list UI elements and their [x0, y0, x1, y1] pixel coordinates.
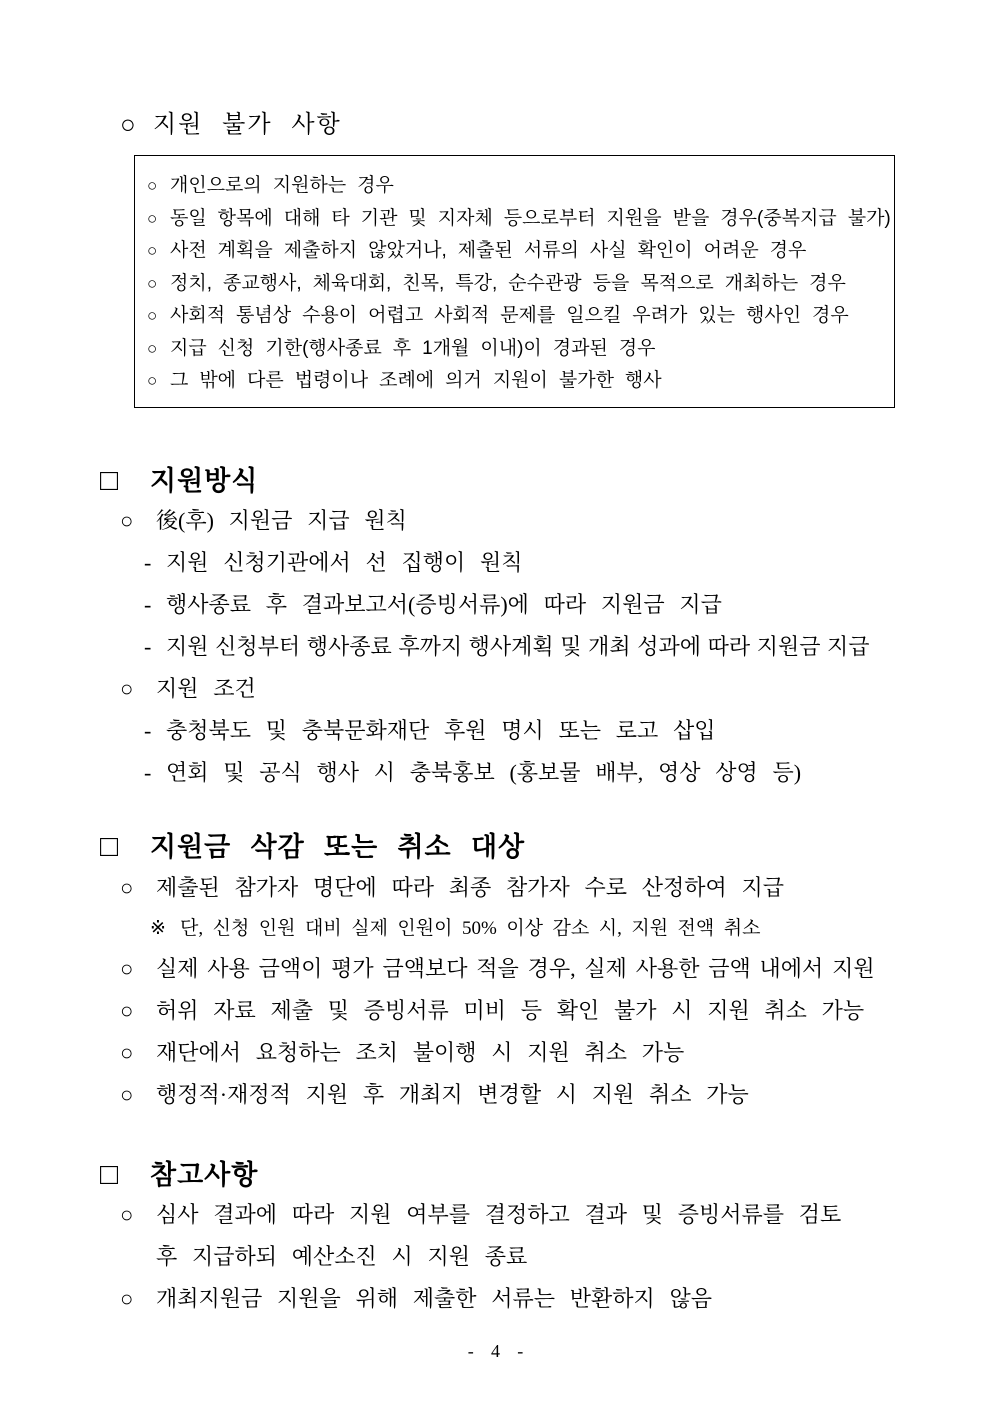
list-item-dash — [100, 759, 992, 785]
dash-bullet: - — [144, 717, 152, 743]
list-item-circle — [100, 1081, 992, 1107]
note-line-text: 단, 신청 인원 대비 실제 인원이 50% 이상 감소 시, 지원 전액 취소 — [180, 917, 761, 939]
circle-bullet: ○ — [147, 338, 158, 358]
list-item-text: 後(후) 지원금 지급 원칙 — [156, 507, 407, 533]
box-list-item — [147, 365, 886, 398]
list-item-text: 제출된 참가자 명단에 따라 최종 참가자 수로 산정하여 지급 — [156, 874, 784, 900]
list-item-text: 지원 신청부터 행사종료 후까지 행사계획 및 개최 성과에 따라 지원금 지급 — [166, 633, 870, 659]
box-list-item-text: 사전 계획을 제출하지 않았거나, 제출된 서류의 사실 확인이 어려운 경우 — [170, 240, 807, 261]
dash-bullet: - — [144, 591, 152, 617]
circle-bullet: ○ — [147, 371, 158, 390]
list-item-text: 지원 조건 — [156, 675, 256, 701]
section-support-method — [100, 464, 992, 784]
reference-mark: ※ — [150, 917, 166, 939]
circle-bullet: ○ — [120, 997, 134, 1023]
section-header-text: 참고사항 — [150, 1159, 259, 1190]
section-body — [100, 507, 992, 785]
circle-bullet: ○ — [120, 1081, 134, 1107]
page-number: - 4 - — [467, 1340, 525, 1361]
section-reference-notes — [100, 1158, 992, 1310]
box-list-item-text: 동일 항목에 대해 타 기관 및 지자체 등으로부터 지원을 받을 경우(중복지급 불가) — [170, 207, 891, 229]
unsupported-items-box — [134, 155, 895, 408]
section-header — [100, 830, 992, 864]
list-item-circle — [100, 675, 992, 701]
list-item-circle — [100, 1285, 992, 1311]
box-list-item — [147, 203, 891, 236]
circle-bullet: ○ — [147, 208, 158, 228]
circle-bullet: ○ — [120, 110, 136, 139]
box-list-item-text: 정치, 종교행사, 체육대회, 친목, 특강, 순수관광 등을 목적으로 개최하는 경우 — [170, 272, 846, 294]
section-body — [100, 874, 992, 1107]
section-header — [100, 464, 992, 498]
box-list-item-text: 그 밖에 다른 법령이나 조례에 의거 지원이 불가한 행사 — [170, 370, 662, 391]
list-item-dash — [100, 633, 992, 659]
circle-bullet: ○ — [147, 241, 158, 260]
box-list-item-text: 지급 신청 기한(행사종료 후 1개월 이내)이 경과된 경우 — [170, 337, 656, 359]
list-item-dash — [100, 549, 992, 575]
dash-bullet: - — [144, 759, 152, 785]
section-header — [100, 1158, 992, 1192]
circle-bullet: ○ — [120, 507, 134, 533]
list-item-circle — [100, 955, 992, 981]
list-item-text: 연회 및 공식 행사 시 충북홍보 (홍보물 배부, 영상 상영 등) — [166, 759, 802, 785]
section-reduction-cancellation — [100, 830, 992, 1106]
circle-bullet: ○ — [120, 955, 134, 981]
unsupported-section-title-text: 지원 불가 사항 — [153, 112, 342, 138]
continuation-text: 후 지급하되 예산소진 시 지원 종료 — [156, 1243, 528, 1269]
circle-bullet: ○ — [120, 1039, 134, 1065]
list-item-circle — [100, 1039, 992, 1065]
box-list-item — [147, 268, 886, 301]
list-item-text: 심사 결과에 따라 지원 여부를 결정하고 결과 및 증빙서류를 검토 — [156, 1201, 842, 1227]
list-item-circle — [100, 1201, 992, 1227]
circle-bullet: ○ — [120, 675, 134, 701]
circle-bullet: ○ — [147, 176, 158, 195]
list-item-text: 실제 사용 금액이 평가 금액보다 적을 경우, 실제 사용한 금액 내에서 지원 — [156, 955, 875, 981]
circle-bullet: ○ — [147, 306, 158, 325]
dash-bullet: - — [144, 633, 152, 659]
note-line — [100, 919, 992, 938]
list-item-text: 개최지원금 지원을 위해 제출한 서류는 반환하지 않음 — [156, 1285, 712, 1311]
box-list-item — [147, 235, 886, 268]
box-list-item-text: 사회적 통념상 수용이 어렵고 사회적 문제를 일으킬 우려가 있는 행사인 경우 — [170, 305, 849, 326]
dash-bullet: - — [144, 549, 152, 575]
square-bullet: □ — [100, 463, 120, 497]
box-list-item-text: 개인으로의 지원하는 경우 — [170, 175, 394, 196]
box-list-item — [147, 333, 886, 366]
box-list-item — [147, 300, 886, 333]
square-bullet: □ — [100, 829, 120, 863]
list-item-text: 재단에서 요청하는 조치 불이행 시 지원 취소 가능 — [156, 1039, 685, 1065]
section-body — [100, 1201, 992, 1311]
list-item-text: 지원 신청기관에서 선 집행이 원칙 — [166, 549, 523, 575]
list-item-circle — [100, 874, 992, 900]
list-item-dash — [100, 591, 992, 617]
section-header-text: 지원금 삭감 또는 취소 대상 — [150, 831, 526, 862]
box-list-item — [147, 170, 886, 203]
list-item-text: 허위 자료 제출 및 증빙서류 미비 등 확인 불가 시 지원 취소 가능 — [156, 997, 865, 1023]
square-bullet: □ — [100, 1157, 120, 1191]
list-item-text: 행사종료 후 결과보고서(증빙서류)에 따라 지원금 지급 — [166, 591, 722, 617]
unsupported-section-title — [120, 112, 992, 138]
list-item-circle — [100, 997, 992, 1023]
circle-bullet: ○ — [120, 1285, 134, 1311]
list-item-circle — [100, 507, 992, 533]
section-header-text: 지원방식 — [150, 465, 259, 496]
circle-bullet: ○ — [147, 273, 158, 293]
circle-bullet: ○ — [120, 1201, 134, 1227]
continuation-line — [100, 1243, 992, 1269]
list-item-dash — [100, 717, 992, 743]
list-item-text: 충청북도 및 충북문화재단 후원 명시 또는 로고 삽입 — [166, 717, 716, 743]
circle-bullet: ○ — [120, 874, 134, 900]
list-item-text: 행정적·재정적 지원 후 개최지 변경할 시 지원 취소 가능 — [156, 1081, 749, 1107]
